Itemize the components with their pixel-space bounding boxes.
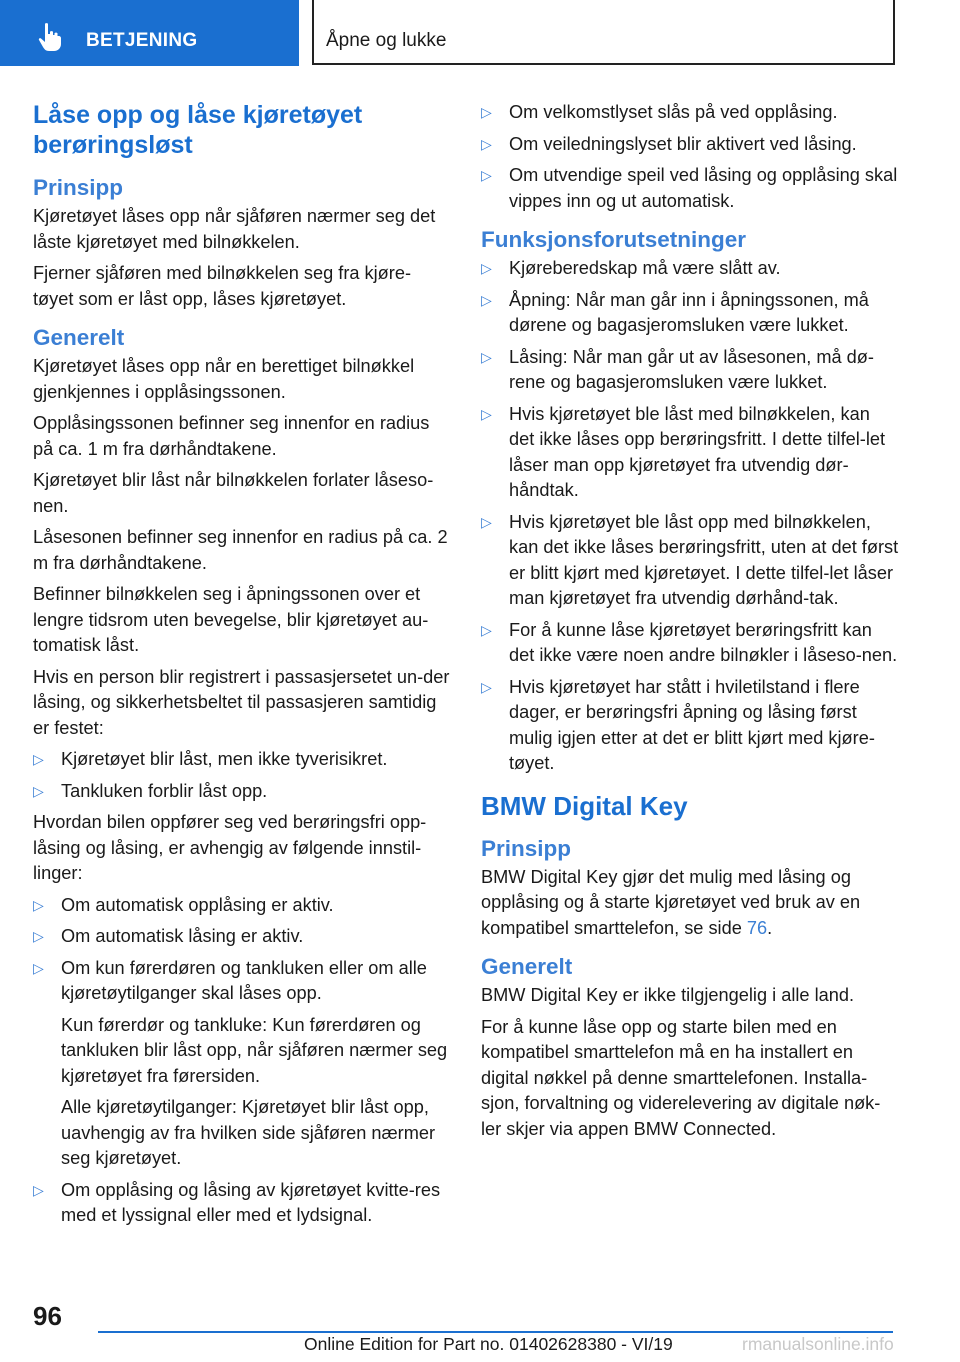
list-item: ▷ Kjøreberedskap må være slått av.: [481, 256, 899, 282]
subheading-prerequisites: Funksjonsforutsetninger: [481, 227, 747, 252]
list-item: ▷ Om kun førerdøren og tankluken eller om alle kjøretøytilganger skal låses opp.: [33, 957, 427, 1003]
paragraph: For å kunne låse opp og starte bilen med en kompatibel smarttelefon må en ha installert en digital nøkkel på denne smarttelefonen. Installa-sjon, forvaltning og viderelevering av digitale nøk-ler skjer via appen BMW Connected.: [481, 1016, 881, 1139]
page-reference-link[interactable]: 76: [746, 917, 768, 938]
triangle-bullet-icon: ▷: [481, 621, 492, 638]
triangle-bullet-icon: ▷: [481, 513, 492, 530]
paragraph: Hvordan bilen oppfører seg ved berøringsfri opp-låsing og låsing, er avhengig av følgende innstil-linger:: [33, 812, 427, 883]
bullet-list: [481, 256, 899, 777]
chapter-title: Åpne og lukke: [326, 30, 447, 51]
sub-paragraph: Kun førerdør og tankluke: Kun førerdøren og tankluken blir låst opp, når sjåføren nærmer seg kjøretøyet fra førersiden.: [61, 1014, 448, 1086]
sub-paragraph: Alle kjøretøytilganger: Kjøretøyet blir låst opp, uavhengig av fra hvilken side sjåføren nærmer seg kjøretøyet.: [61, 1097, 436, 1168]
list-item: ▷ Kjøretøyet blir låst, men ikke tyverisikret.: [33, 747, 451, 773]
triangle-bullet-icon: ▷: [481, 405, 492, 422]
subheading-general: Generelt: [33, 325, 125, 350]
list-item: ▷ Om automatisk opplåsing er aktiv.: [33, 893, 451, 919]
list-item: ▷ Om opplåsing og låsing av kjøretøyet kvitte-res med et lyssignal eller med et lydsignal.: [33, 1179, 441, 1225]
bullet-list: [33, 893, 451, 1229]
watermark: rmanualsonline.info: [742, 1334, 894, 1354]
list-item: ▷ Om velkomstlyset slås på ved opplåsing.: [481, 100, 899, 126]
triangle-bullet-icon: ▷: [33, 928, 44, 944]
list-item: ▷ Hvis kjøretøyet ble låst med bilnøkkelen, kan det ikke låses opp berøringsfritt. I dette tilfel-let låser man opp kjøretøyet fra utvendig dør-håndtak.: [481, 403, 886, 500]
triangle-bullet-icon: ▷: [33, 1181, 44, 1198]
triangle-bullet-icon: ▷: [481, 291, 492, 308]
subheading-general: Generelt: [481, 954, 573, 979]
list-item: ▷ Tankluken forblir låst opp.: [33, 779, 451, 805]
edition-note: Online Edition for Part no. 01402628380 - VI/19: [304, 1334, 673, 1354]
list-item: ▷ For å kunne låse kjøretøyet berøringsfritt kan det ikke være noen andre bilnøkler i låseso-nen.: [481, 619, 898, 665]
header-rule: [312, 63, 895, 65]
paragraph: Kjøretøyet blir låst når bilnøkkelen forlater låseso-nen.: [33, 470, 434, 516]
subheading-principle: Prinsipp: [33, 175, 124, 200]
right-column: [481, 100, 899, 1148]
paragraph: Opplåsingssonen befinner seg innenfor en radius på ca. 1 m fra dørhåndtakene.: [33, 413, 430, 459]
paragraph: Kjøretøyet låses opp når en berettiget bilnøkkel gjenkjennes i opplåsingssonen.: [33, 356, 415, 402]
paragraph: Kjøretøyet låses opp når sjåføren nærmer seg det låste kjøretøyet med bilnøkkelen.: [33, 206, 436, 252]
triangle-bullet-icon: ▷: [481, 348, 492, 365]
heading-touchless-locking: Låse opp og låse kjøretøyet berøringsløst: [33, 101, 363, 159]
paragraph: Befinner bilnøkkelen seg i åpningssonen over et lengre tidsrom uten bevegelse, blir kjøretøyet au-tomatisk låst.: [33, 584, 429, 655]
bullet-list: [33, 747, 451, 804]
subheading-principle: Prinsipp: [481, 835, 572, 861]
bullet-list: [481, 100, 899, 214]
list-item: ▷ Om utvendige speil ved låsing og opplåsing skal vippes inn og ut automatisk.: [481, 165, 898, 211]
triangle-bullet-icon: ▷: [33, 896, 44, 913]
list-item: ▷ Åpning: Når man går inn i åpningssonen, må dørene og bagasjeromsluken være lukket.: [481, 289, 869, 335]
page-number: 96: [33, 1301, 62, 1331]
triangle-bullet-icon: ▷: [33, 782, 44, 799]
paragraph: BMW Digital Key gjør det mulig med låsing og opplåsing og å starte kjøretøyet ved bruk av en kompatibel smarttelefon, se side 76.: [481, 866, 861, 938]
footer-rule: [98, 1331, 893, 1333]
list-item: ▷ Om automatisk låsing er aktiv.: [33, 924, 451, 950]
list-item: ▷ Hvis kjøretøyet ble låst opp med bilnøkkelen, kan det ikke låses berøringsfritt, uten at det først er blitt kjørt med kjøretøyet. I dette tilfel-let låser man kjøretøyet fra utvendig dørhånd-tak.: [481, 511, 899, 608]
triangle-bullet-icon: ▷: [481, 678, 492, 695]
triangle-bullet-icon: ▷: [481, 260, 492, 276]
hand-pointer-icon: [36, 22, 64, 52]
paragraph: Låsesonen befinner seg innenfor en radius på ca. 2 m fra dørhåndtakene.: [33, 527, 448, 573]
paragraph: BMW Digital Key er ikke tilgjengelig i alle land.: [481, 985, 855, 1005]
triangle-bullet-icon: ▷: [33, 751, 44, 767]
paragraph: Fjerner sjåføren med bilnøkkelen seg fra kjøre-tøyet som er låst opp, låses kjøretøyet.: [33, 263, 412, 309]
triangle-bullet-icon: ▷: [481, 167, 492, 183]
triangle-bullet-icon: ▷: [481, 104, 492, 120]
heading-bmw-digital-key: BMW Digital Key: [481, 790, 688, 821]
header-divider-right: [893, 0, 895, 64]
list-item: ▷ Hvis kjøretøyet har stått i hviletilstand i flere dager, er berøringsfri åpning og låsing først mulig igjen etter at det er blitt kjørt med kjøre-tøyet.: [481, 676, 875, 773]
list-item: ▷ Om veiledningslyset blir aktivert ved låsing.: [481, 132, 899, 158]
header-divider: [312, 0, 314, 64]
left-column: [33, 100, 451, 1235]
triangle-bullet-icon: ▷: [33, 959, 44, 976]
triangle-bullet-icon: ▷: [481, 135, 492, 152]
paragraph: Hvis en person blir registrert i passasjersetet un-der låsing, og sikkerhetsbeltet til passasjeren samtidig er festet:: [33, 666, 450, 738]
section-label: BETJENING: [86, 30, 198, 51]
section-tab[interactable]: [0, 0, 299, 66]
list-item: ▷ Låsing: Når man går ut av låsesonen, må dø-rene og bagasjeromsluken være lukket.: [481, 346, 874, 392]
